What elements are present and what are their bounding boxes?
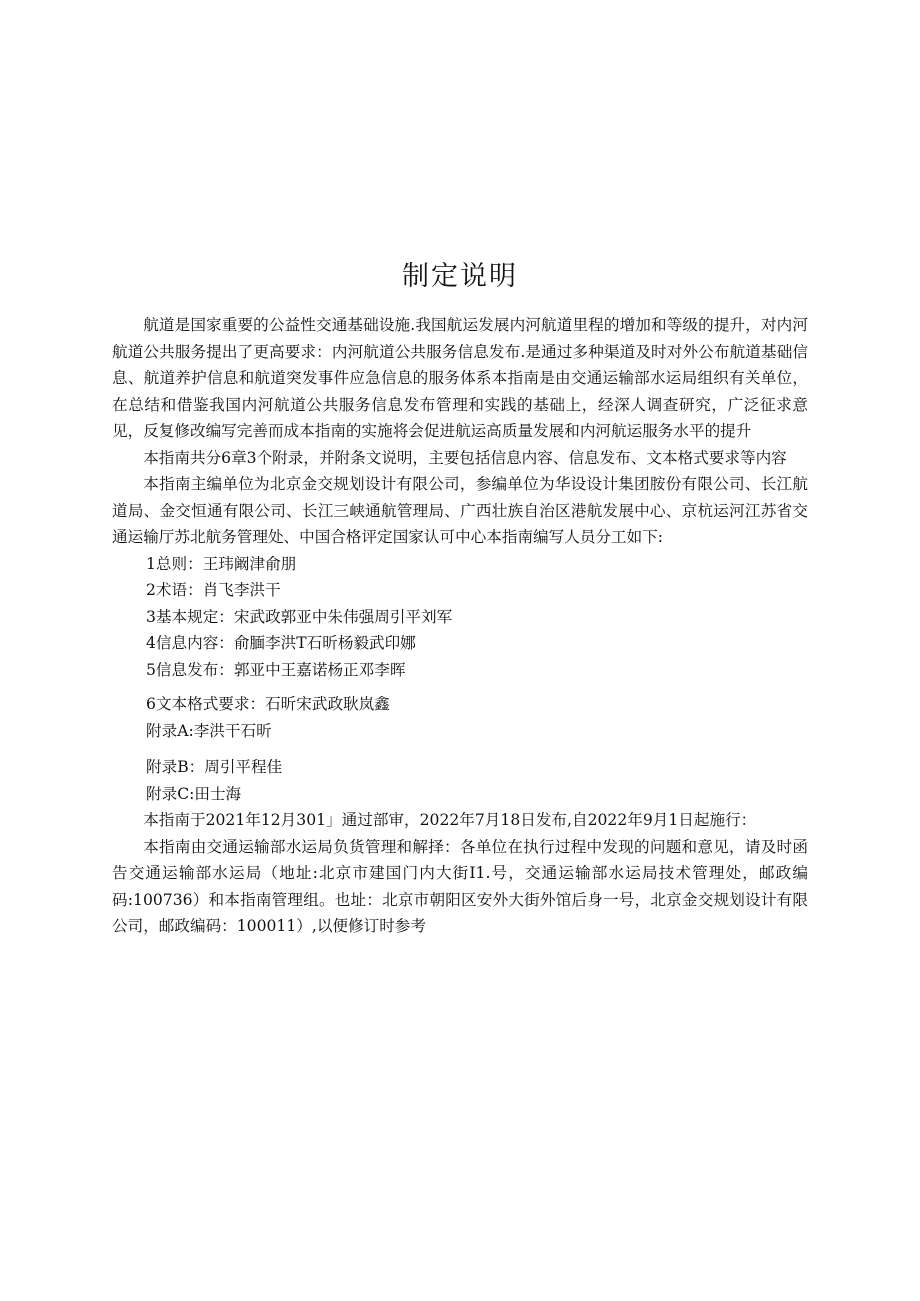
assignment-item: 附录C:田士海	[146, 784, 242, 803]
paragraph-management: 本指南由交通运输部水运局负货管理和解择：各单位在执行过程中发现的问题和意见，请及时函告交通运输部水运局（地址:北京市建国门内大街I1.号，交通运输部水运局技术管理处，邮政编码:100736）和本指南管理组。也址：北京市朝阳区安外大街外馆后身一号，北京金交规划设计有限公司，邮政编码：100011）,以便修订时参考	[112, 837, 808, 935]
paragraph-units: 本指南主编单位为北京金交规划设计有限公司，参编单位为华设设计集团胺份有限公司、长江航道局、金交恒通有限公司、长江三峡通航管理局、广西壮族自治区港航发展中心、京杭运河江苏省交通运输厅苏北航务管理处、中国合格评定国家认可中心本指南编写人员分工如下:	[112, 475, 808, 546]
assignment-item: 6文本格式要求：石昕宋武政耿岚鑫	[146, 695, 390, 713]
paragraph-intro: 航道是国家重要的公益性交通基础设施.我国航运发展内河航道里程的增加和等级的提升，对内河航道公共服务提出了更高要求：内河航道公共服务信息发布.是通过多种渠道及时对外公布航道基础信息、航道养护信息和航道突发事件应急信息的服务体系本指南是由交通运输部水运局组织有关单位，在总结和借鉴我国内河航道公共服务信息发布管理和实践的基础上，经深人调查研究，广泛征求意见，反复修改编写完善而成本指南的实施将会促进航运高质量发展和内河航运服务水平的提升	[112, 316, 808, 440]
assignment-item: 附录B：周引平程佳	[146, 758, 283, 776]
assignment-item: 1总则：王玮阚津俞朋	[146, 554, 297, 573]
assignment-list	[112, 551, 808, 808]
document-body	[112, 312, 808, 940]
assignment-item: 2术语：肖飞李洪干	[146, 581, 281, 599]
page-title: 制定说明	[402, 261, 518, 292]
paragraph-dates: 本指南于2021年12月301」通过部审，2022年7月18日发布,自2022年9月1日起施行：	[143, 811, 757, 829]
assignment-item: 3基本规定：宋武政郭亚中朱伟强周引平刘军	[146, 607, 453, 626]
assignment-item: 5信息发布：郭亚中王嘉诺杨正邓李晖	[146, 660, 406, 679]
paragraph-structure: 本指南共分6章3个附录，并附条文说明，主要包括信息内容、信息发布、文本格式要求等内容	[143, 448, 787, 467]
assignment-item: 附录A:李洪干石昕	[146, 721, 272, 740]
assignment-item: 4信息内容：俞腼李洪T石昕杨毅武印娜	[146, 634, 416, 652]
